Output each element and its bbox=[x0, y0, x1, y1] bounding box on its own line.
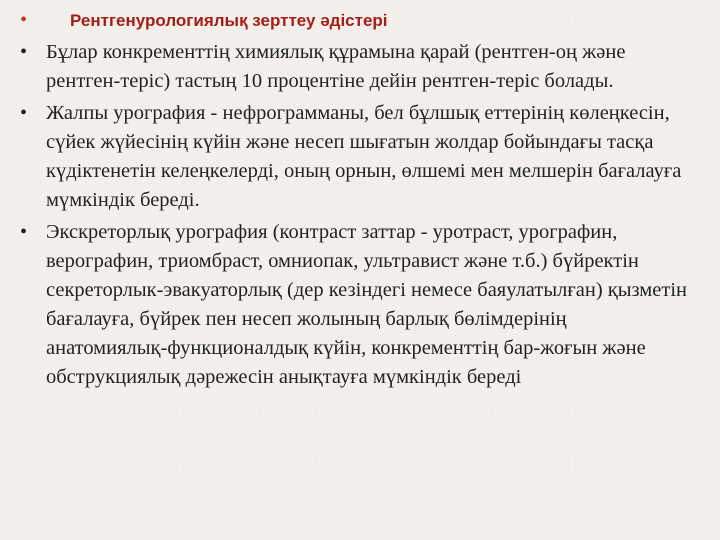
heading-text: Рентгенурологиялық зерттеу әдістері bbox=[70, 11, 388, 30]
bullet-icon: • bbox=[20, 41, 28, 63]
bullet-icon: • bbox=[20, 221, 28, 243]
bullet-text: Бұлар конкременттің химиялық құрамына қарай (рентген-оң және рентген-теріс) тастың 10 процентіне дейін рентген-теріс болады. bbox=[46, 41, 626, 92]
bullet-icon: • bbox=[20, 9, 28, 31]
bullet-item bbox=[18, 38, 690, 96]
bullet-item bbox=[18, 218, 690, 392]
slide-heading bbox=[18, 6, 690, 35]
bullet-text: Экскреторлық урография (контраст заттар - уротраст, урографин, верографин, триомбраст, омниопак, ультравист және т.б.) бүйректін секреторлык-эвакуаторлық (дер кезіндегі немесе баяулатылған) қызметін бағалауға, бүйрек пен несеп жолының барлық бөлімдерінің анатомиялық-функционалдық күйін, конкременттің бар-жоғын және обструкциялық дәрежесін анықтауға мүмкіндік береді bbox=[46, 221, 688, 388]
bullet-list bbox=[18, 6, 690, 392]
bullet-text: Жалпы урография - нефрограмманы, бел бұлшық еттерінің көлеңкесін, сүйек жүйесінің күйін және несеп шығатын жолдар бойындағы тасқа күдіктенетін келеңкелерді, оның орнын, өлшемі мен мелшерін бағалауға мүмкіндік береді. bbox=[46, 102, 682, 211]
bullet-item bbox=[18, 99, 690, 215]
bullet-icon: • bbox=[20, 102, 28, 124]
